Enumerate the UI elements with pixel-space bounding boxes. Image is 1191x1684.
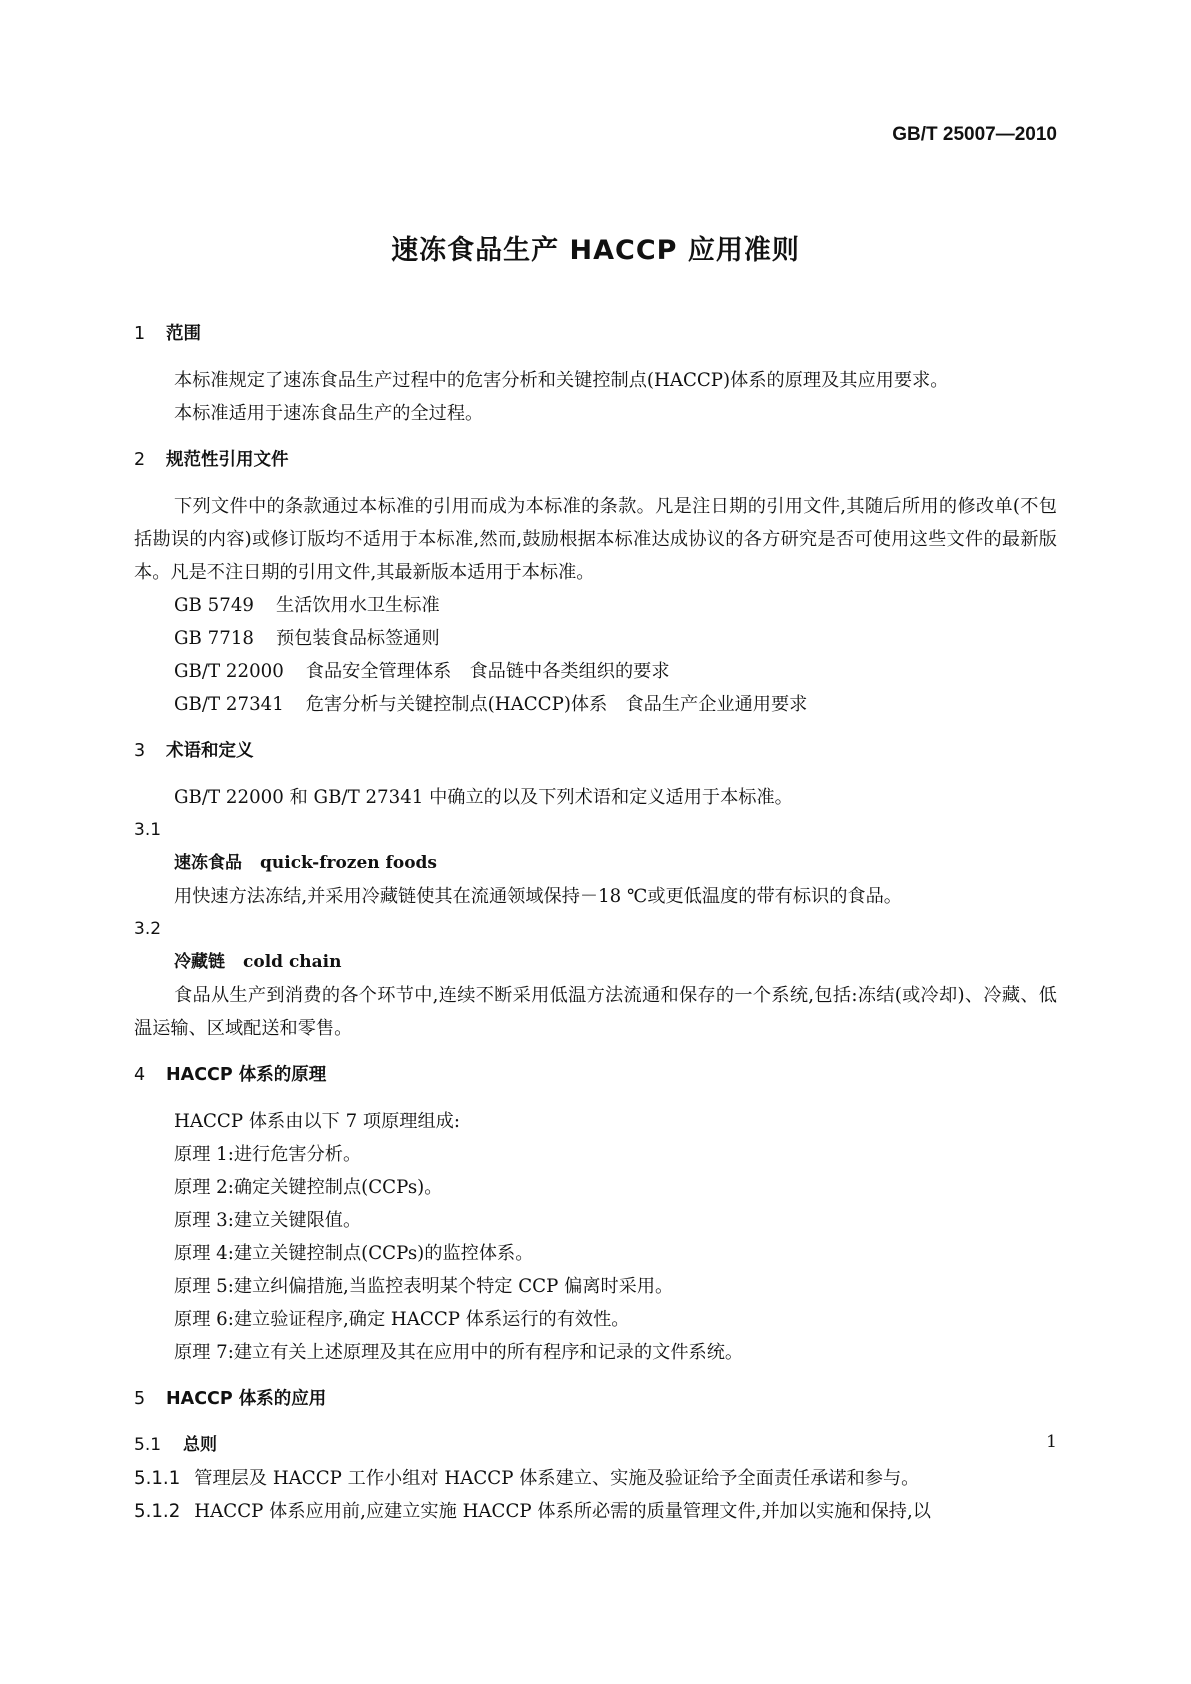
section-2-heading: 2 规范性引用文件 — [134, 450, 289, 470]
document-title: 速冻食品生产 HACCP 应用准则 — [391, 235, 800, 266]
section-4-heading: 4 HACCP 体系的原理 — [134, 1065, 327, 1085]
section-2-paragraph: 下列文件中的条款通过本标准的引用而成为本标准的条款。凡是注日期的引用文件,其随后所用的修改单(不包括勘误的内容)或修订版均不适用于本标准,然而,鼓励根据本标准达成协议的各方研究是否可使用这些文件的最新版本。凡是不注日期的引用文件,其最新版本适用于本标准。 — [134, 496, 1057, 583]
principle-item: 原理 1:进行危害分析。 — [174, 1144, 362, 1165]
section-4-title: HACCP 体系的原理 — [166, 1065, 327, 1085]
principle-item: HACCP 体系由以下 7 项原理组成: — [174, 1111, 460, 1132]
reference-item: GB 7718 预包装食品标签通则 — [174, 628, 440, 649]
principle-item: 原理 4:建立关键控制点(CCPs)的监控体系。 — [174, 1243, 534, 1264]
section-5-title: HACCP 体系的应用 — [166, 1389, 327, 1409]
standard-number: GB/T 25007—2010 — [892, 124, 1057, 145]
section-1-title: 范围 — [166, 324, 201, 344]
term-heading: 速冻食品 quick-frozen foods — [174, 853, 438, 873]
section-2-title: 规范性引用文件 — [166, 450, 289, 470]
principle-item: 原理 3:建立关键限值。 — [174, 1210, 362, 1231]
reference-item: GB 5749 生活饮用水卫生标准 — [174, 595, 440, 616]
section-5-heading: 5 HACCP 体系的应用 — [134, 1389, 327, 1409]
reference-item: GB/T 27341 危害分析与关键控制点(HACCP)体系 食品生产企业通用要求 — [174, 694, 808, 715]
principle-item: 原理 5:建立纠偏措施,当监控表明某个特定 CCP 偏离时采用。 — [174, 1276, 674, 1297]
page-number: 1 — [1046, 1432, 1057, 1452]
principle-item: 原理 2:确定关键控制点(CCPs)。 — [174, 1177, 443, 1198]
clause-5-1-1: 5.1.1 管理层及 HACCP 工作小组对 HACCP 体系建立、实施及验证给予全面责任承诺和参与。 — [134, 1468, 920, 1489]
term-number: 3.2 — [134, 919, 162, 939]
term-definition: 用快速方法冻结,并采用冷藏链使其在流通领域保持－18 ℃或更低温度的带有标识的食品。 — [174, 886, 902, 907]
term-definition: 食品从生产到消费的各个环节中,连续不断采用低温方法流通和保存的一个系统,包括:冻结(或冷却)、冷藏、低温运输、区域配送和零售。 — [134, 985, 1057, 1039]
subsection-5-1-heading: 5.1 总则 — [134, 1435, 218, 1455]
reference-item: GB/T 22000 食品安全管理体系 食品链中各类组织的要求 — [174, 661, 670, 682]
section-1-paragraph-1: 本标准规定了速冻食品生产过程中的危害分析和关键控制点(HACCP)体系的原理及其应用要求。 — [174, 370, 949, 391]
section-1-heading: 1 范围 — [134, 324, 201, 344]
section-3-title: 术语和定义 — [166, 741, 254, 761]
clause-5-1-2: 5.1.2 HACCP 体系应用前,应建立实施 HACCP 体系所必需的质量管理文件,并加以实施和保持,以 — [134, 1501, 931, 1522]
document-body — [134, 318, 1057, 1528]
principle-item: 原理 7:建立有关上述原理及其在应用中的所有程序和记录的文件系统。 — [174, 1342, 744, 1363]
term-heading: 冷藏链 cold chain — [174, 952, 342, 972]
section-3-heading: 3 术语和定义 — [134, 741, 254, 761]
principle-item: 原理 6:建立验证程序,确定 HACCP 体系运行的有效性。 — [174, 1309, 630, 1330]
section-1-paragraph-2: 本标准适用于速冻食品生产的全过程。 — [174, 403, 484, 424]
section-3-paragraph: GB/T 22000 和 GB/T 27341 中确立的以及下列术语和定义适用于本标准。 — [174, 787, 793, 808]
term-number: 3.1 — [134, 820, 162, 840]
